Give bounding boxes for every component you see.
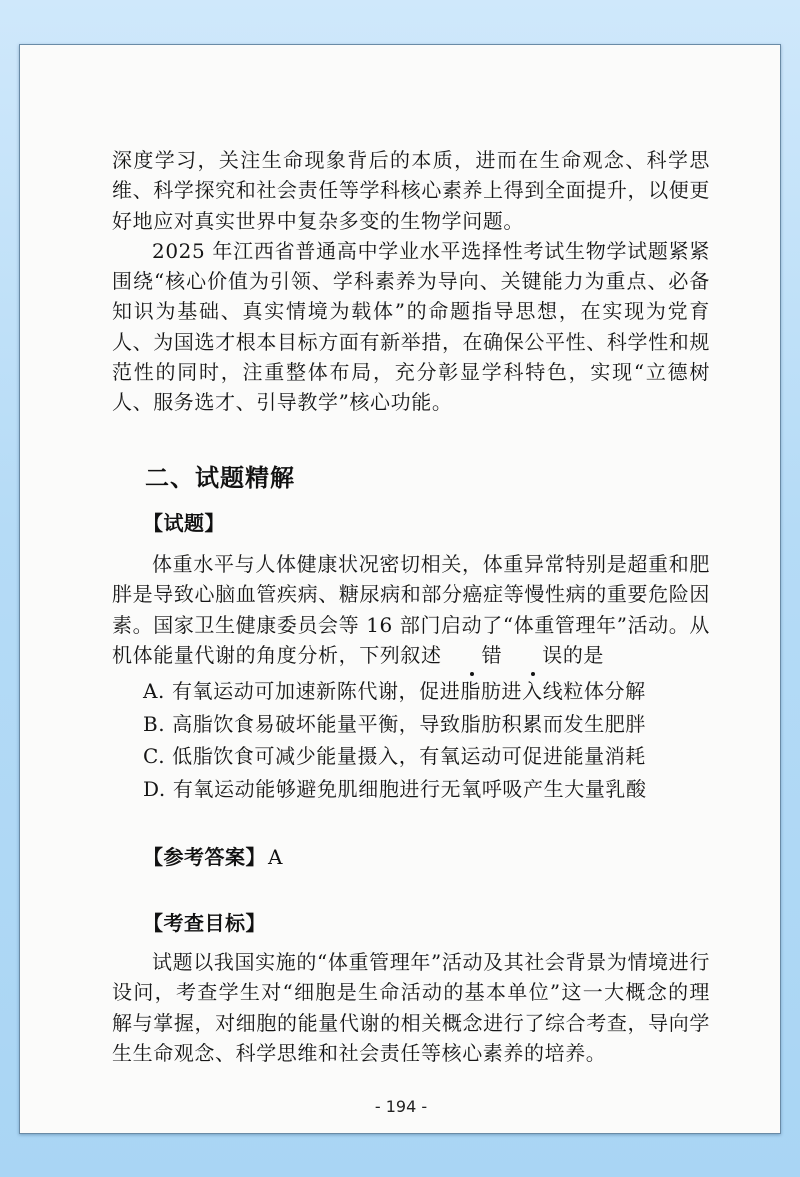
intro-paragraph-1: 深度学习，关注生命现象背后的本质，进而在生命观念、科学思维、科学探究和社会责任等学科核心素养上得到全面提升，以便更好地应对真实世界中复杂多变的生物学问题。 bbox=[112, 148, 710, 233]
question-stem-paragraph bbox=[112, 549, 710, 670]
target-heading: 【考查目标】 bbox=[143, 911, 266, 935]
question-heading: 【试题】 bbox=[143, 511, 225, 535]
option-c: C. 低脂饮食可减少能量摄入，有氧运动可促进能量消耗 bbox=[143, 744, 646, 768]
target-text bbox=[112, 947, 710, 1068]
question-stem-after: 的是 bbox=[562, 642, 605, 667]
emphasis-char-2: 误 bbox=[502, 640, 563, 670]
document-page bbox=[19, 44, 781, 1134]
question-stem bbox=[112, 549, 710, 670]
intro-paragraph-2: 2025 年江西省普通高中学业水平选择性考试生物学试题紧紧围绕“核心价值为引领、学科素养为导向、关键能力为重点、必备知识为基础、真实情境为载体”的命题指导思想，在实现为党育人、为国选才根本目标方面有新举措，在确保公平性、科学性和规范性的同时，注重整体布局，充分彰显学科特色，实现“立德树人、服务选才、引导教学”核心功能。 bbox=[112, 238, 710, 415]
answer-line bbox=[143, 841, 283, 870]
option-a: A. 有氧运动可加速新陈代谢，促进脂肪进入线粒体分解 bbox=[143, 679, 646, 703]
answer-value: A bbox=[268, 845, 283, 869]
question-options bbox=[143, 675, 647, 805]
question-stem-before: 体重水平与人体健康状况密切相关，体重异常特别是超重和肥胖是导致心脑血管疾病、糖尿病和部分癌症等慢性病的重要危险因素。国家卫生健康委员会等 16 部门启动了“体重管理年”活动。从机体能量代谢的角度分析，下列叙述 bbox=[112, 552, 710, 667]
section-title: 二、试题精解 bbox=[145, 463, 295, 492]
answer-heading: 【参考答案】 bbox=[143, 845, 266, 869]
emphasis-char-1: 错 bbox=[442, 640, 503, 670]
page-number: - 194 - bbox=[374, 1097, 428, 1116]
intro-text bbox=[112, 145, 710, 418]
option-b: B. 高脂饮食易破坏能量平衡，导致脂肪积累而发生肥胖 bbox=[143, 711, 647, 736]
target-paragraph: 试题以我国实施的“体重管理年”活动及其社会背景为情境进行设问，考查学生对“细胞是生命活动的基本单位”这一大概念的理解与掌握，对细胞的能量代谢的相关概念进行了综合考查，导向学生生命观念、科学思维和社会责任等核心素养的培养。 bbox=[112, 950, 710, 1065]
option-d: D. 有氧运动能够避免肌细胞进行无氧呼吸产生大量乳酸 bbox=[143, 776, 647, 801]
